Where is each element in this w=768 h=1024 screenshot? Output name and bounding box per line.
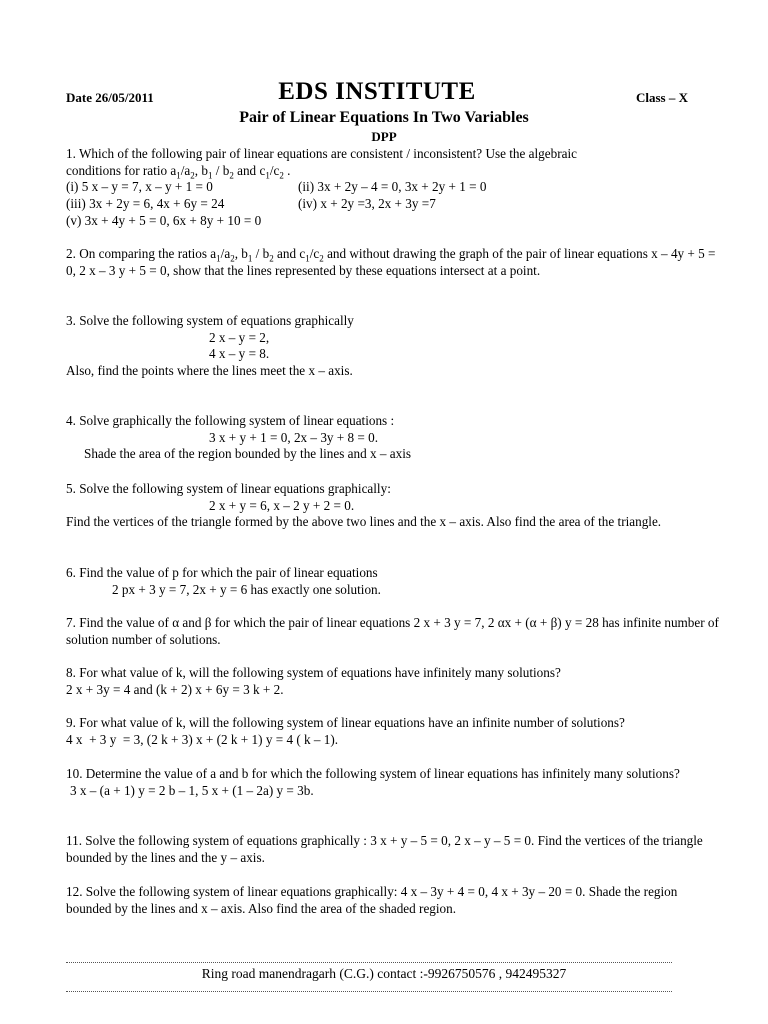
q3-line-4: Also, find the points where the lines meet the x – axis.	[66, 363, 353, 379]
q1-line-2: conditions for ratio $a_1/a_2$, $b_1 / b_2$ and $c_1/c_2$ .	[66, 162, 291, 181]
worksheet-subtitle: DPP	[371, 129, 397, 144]
question-6	[66, 565, 726, 598]
q1-row-1	[66, 179, 726, 196]
q6-line-1: 6. Find the value of p for which the pair of linear equations	[66, 565, 378, 580]
q11-text: 11. Solve the following system of equations graphically : 3 x + y – 5 = 0, 2 x – y – 5 = 0. Find the vertices of the triangle bounded by the lines and the y – axis.	[66, 833, 703, 865]
question-1	[66, 146, 726, 230]
question-5	[66, 481, 726, 531]
worksheet-title: Pair of Linear Equations In Two Variables	[239, 109, 529, 126]
footer-rule-top	[66, 962, 672, 963]
q1-option-v: (v) 3x + 4y + 5 = 0, 6x + 8y + 10 = 0	[66, 212, 262, 228]
q1-option-ii: (ii) 3x + 2y – 4 = 0, 3x + 2y + 1 = 0	[298, 179, 487, 195]
q1-line-1: 1. Which of the following pair of linear equations are consistent / inconsistent? Use the algebraic	[66, 146, 577, 161]
question-2	[66, 246, 726, 279]
q1-option-iii: (iii) 3x + 2y = 6, 4x + 6y = 24	[66, 196, 225, 212]
question-10	[66, 766, 726, 799]
q6-line-2: 2 px + 3 y = 7, 2x + y = 6 has exactly one solution.	[112, 581, 381, 597]
q1-option-iv: (iv) x + 2y =3, 2x + 3y =7	[298, 196, 436, 212]
question-11	[66, 833, 726, 866]
question-8	[66, 665, 726, 698]
question-12	[66, 884, 726, 917]
q3-equation-1: 2 x – y = 2,	[209, 329, 270, 345]
q8-line-2: 2 x + 3y = 4 and (k + 2) x + 6y = 3 k + 2.	[66, 681, 284, 697]
question-3	[66, 313, 726, 380]
q3-equation-2: 4 x – y = 8.	[209, 346, 270, 362]
q9-line-1: 9. For what value of k, will the following system of linear equations have an infinite number of solutions?	[66, 715, 625, 730]
q3-line-1: 3. Solve the following system of equations graphically	[66, 313, 354, 328]
q8-line-1: 8. For what value of k, will the following system of equations have infinitely many solutions?	[66, 665, 561, 680]
q4-line-1: 4. Solve graphically the following system of linear equations :	[66, 413, 395, 428]
q10-line-2: 3 x – (a + 1) y = 2 b – 1, 5 x + (1 – 2a) y = 3b.	[70, 782, 314, 798]
q9-line-2: 4 x + 3 y = 3, (2 k + 3) x + (2 k + 1) y = 4 ( k – 1).	[66, 731, 339, 747]
q5-equation: 2 x + y = 6, x – 2 y + 2 = 0.	[209, 497, 355, 513]
q5-line-3: Find the vertices of the triangle formed by the above two lines and the x – axis. Also find the area of the triangle.	[66, 514, 662, 530]
question-9	[66, 715, 726, 748]
q5-line-1: 5. Solve the following system of linear equations graphically:	[66, 481, 391, 496]
class-label: Class – X	[635, 90, 688, 105]
footer-rule-bottom	[66, 991, 672, 992]
q2-text: 2. On comparing the ratios $a_1/a_2$, $b_1 / b_2$ and $c_1/c_2$ and without drawing the graph of the pair of linear equations x – 4y + 5 = 0, 2 x – 3 y + 5 = 0, show that the lines represented by these equations intersect at a point.	[66, 246, 716, 278]
q7-text: 7. Find the value of α and β for which the pair of linear equations 2 x + 3 y = 7, 2 αx + (α + β) y = 28 has infinite number of solution number of solutions.	[66, 615, 719, 647]
q4-line-3: Shade the area of the region bounded by the lines and x – axis	[84, 446, 412, 462]
date-label: Date 26/05/2011	[66, 90, 154, 105]
q1-row-2	[66, 196, 726, 213]
q12-text: 12. Solve the following system of linear equations graphically: 4 x – 3y + 4 = 0, 4 x + 3y – 20 = 0. Shade the region bounded by the lines and x – axis. Also find the area of the shaded region.	[66, 884, 678, 916]
question-7	[66, 615, 726, 648]
institute-name: EDS INSTITUTE	[278, 78, 476, 105]
header	[66, 78, 688, 112]
question-4	[66, 413, 726, 463]
q1-option-i: (i) 5 x – y = 7, x – y + 1 = 0	[66, 179, 213, 195]
q4-equation: 3 x + y + 1 = 0, 2x – 3y + 8 = 0.	[209, 429, 379, 445]
q10-line-1: 10. Determine the value of a and b for which the following system of linear equations has infinitely many solutions?	[66, 766, 680, 781]
footer-contact: Ring road manendragarh (C.G.) contact :-9926750576 , 942495327	[201, 966, 567, 981]
